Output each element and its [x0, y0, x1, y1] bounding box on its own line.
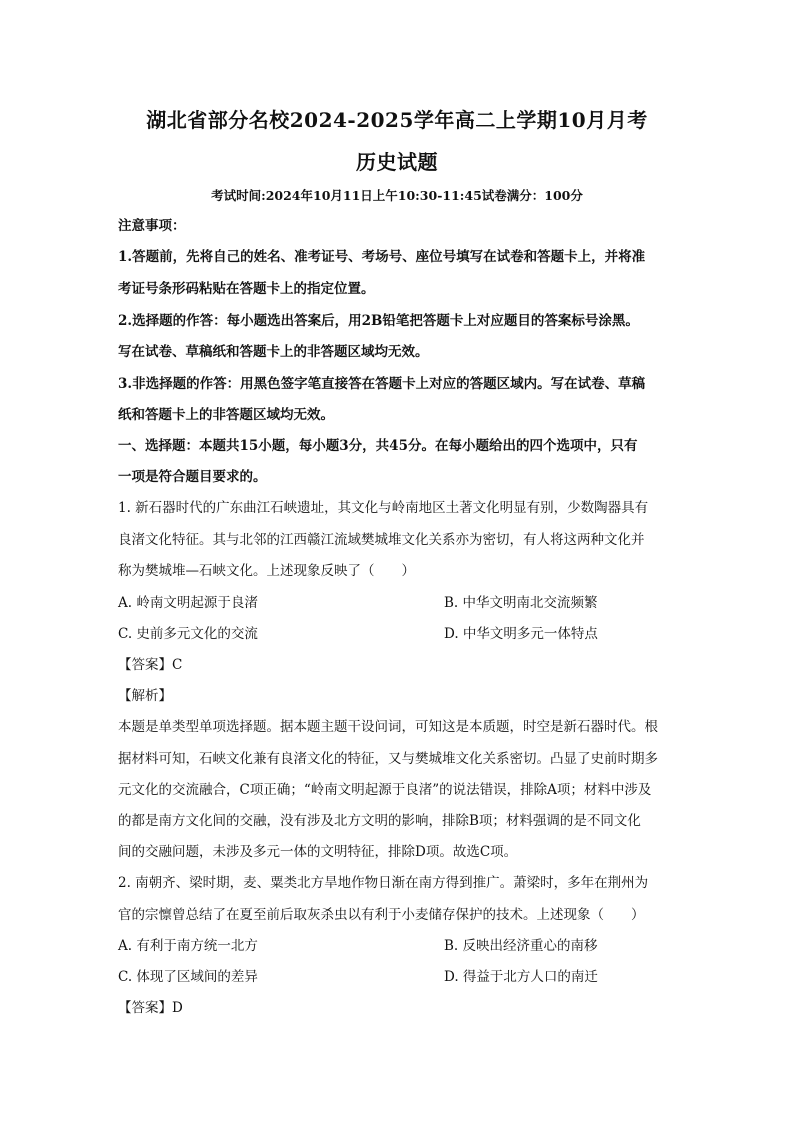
notes-line: 纸和答题卡上的非答题区域均无效。	[118, 407, 334, 423]
exam-info-line: 考试时间:2024年10月11日上午10:30-11:45试卷满分：100分	[211, 188, 583, 203]
analysis-line: 的都是南方文化间的交融，没有涉及北方文明的影响，排除B项；材料强调的是不同文化	[118, 813, 641, 829]
exam-subject-title: 历史试题	[356, 150, 438, 174]
option-c: C. 史前多元文化的交流	[118, 626, 258, 642]
option-c: C. 体现了区域间的差异	[118, 969, 258, 985]
question-stem-line: 2. 南朝齐、梁时期，麦、粟类北方旱地作物日渐在南方得到推广。萧梁时，多年在荆州为	[118, 875, 649, 891]
answer-line: 【答案】C	[118, 657, 183, 673]
section-heading: 一、选择题：本题共15小题，每小题3分，共45分。在每小题给出的四个选项中，只有	[118, 438, 638, 454]
question-stem-line: 1. 新石器时代的广东曲江石峡遗址，其文化与岭南地区土著文化明显有别，少数陶器具有	[118, 500, 649, 516]
option-b: B. 中华文明南北交流频繁	[444, 595, 598, 611]
option-d: D. 中华文明多元一体特点	[444, 626, 598, 642]
notes-heading: 注意事项：	[118, 218, 186, 234]
notes-line: 3.非选择题的作答：用黑色签字笔直接答在答题卡上对应的答题区域内。写在试卷、草稿	[118, 376, 646, 392]
answer-line: 【答案】D	[118, 1000, 183, 1016]
notes-line: 2.选择题的作答：每小题选出答案后，用2B铅笔把答题卡上对应题目的答案标号涂黑。	[118, 313, 639, 329]
option-d: D. 得益于北方人口的南迁	[444, 969, 598, 985]
exam-title: 湖北省部分名校2024-2025学年高二上学期10月月考	[146, 108, 648, 132]
option-b: B. 反映出经济重心的南移	[444, 938, 598, 954]
option-a: A. 有利于南方统一北方	[118, 938, 258, 954]
analysis-line: 元文化的交流融合，C项正确；“岭南文明起源于良渚”的说法错误，排除A项；材料中涉及	[118, 782, 652, 798]
option-a: A. 岭南文明起源于良渚	[118, 595, 258, 611]
analysis-line: 间的交融问题，未涉及多元一体的文明特征，排除D项。故选C项。	[118, 844, 518, 860]
question-stem-line: 良渚文化特征。其与北邻的江西赣江流域樊城堆文化关系亦为密切，有人将这两种文化并	[118, 532, 645, 548]
notes-line: 1.答题前，先将自己的姓名、准考证号、考场号、座位号填写在试卷和答题卡上，并将准	[118, 249, 646, 265]
analysis-label: 【解析】	[118, 688, 172, 704]
analysis-line: 据材料可知，石峡文化兼有良渚文化的特征，又与樊城堆文化关系密切。凸显了史前时期多	[118, 751, 658, 767]
analysis-line: 本题是单类型单项选择题。据本题主题干设问词，可知这是本质题，时空是新石器时代。根	[118, 719, 658, 735]
notes-line: 考证号条形码粘贴在答题卡上的指定位置。	[118, 281, 375, 297]
question-stem-line: 称为樊城堆—石峡文化。上述现象反映了（ ）	[118, 563, 415, 579]
notes-line: 写在试卷、草稿纸和答题卡上的非答题区域均无效。	[118, 344, 429, 360]
section-heading: 一项是符合题目要求的。	[118, 469, 267, 485]
question-stem-line: 官的宗懔曾总结了在夏至前后取灰杀虫以有利于小麦储存保护的技术。上述现象（ ）	[118, 907, 645, 923]
